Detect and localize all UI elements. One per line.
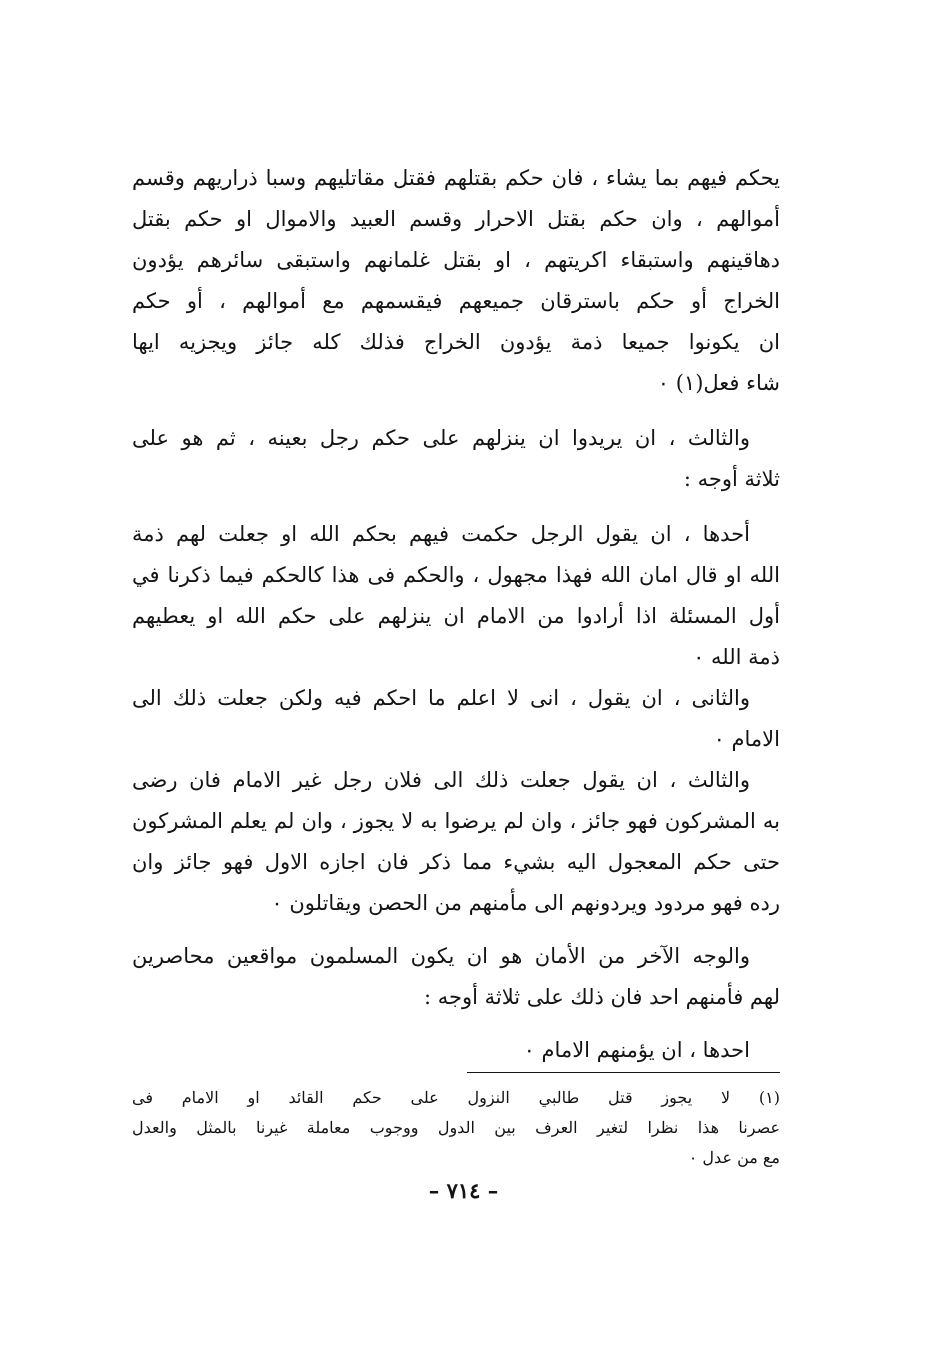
text-line: والثالث ، ان يقول جعلت ذلك الى فلان رجل غير الامام فان رضى xyxy=(132,768,750,792)
text-line: به المشركون فهو جائز ، وان لم يرضوا به لا يجوز ، وان لم يعلم المشركون xyxy=(132,809,780,833)
footnote-line: عصرنا هذا نظرا لتغير العرف بين الدول ووجوب معاملة غيرنا بالمثل والعدل xyxy=(132,1118,780,1137)
text-line: الله او قال امان الله فهذا مجهول ، والحكم فى هذا كالحكم فيما ذكرنا في xyxy=(132,563,780,587)
footnote-line: مع من عدل ٠ xyxy=(688,1148,780,1167)
text-line: دهاقينهم واستبقاء اكريتهم ، او بقتل غلمانهم واستبقى سائرهم يؤدون xyxy=(132,248,780,272)
text-line: يحكم فيهم بما يشاء ، فان حكم بقتلهم فقتل مقاتليهم وسبا ذراريهم وقسم xyxy=(132,166,780,190)
footnote-line: (١) لا يجوز قتل طالبي النزول على حكم القائد او الامام فى xyxy=(132,1088,780,1107)
text-line: حتى حكم المعجول اليه بشيء مما ذكر فان اجازه الاول فهو جائز وان xyxy=(132,850,780,874)
text-line: أموالهم ، وان حكم بقتل الاحرار وقسم العبيد والاموال او حكم بقتل xyxy=(132,207,780,231)
paragraph-7 xyxy=(132,1030,780,1071)
text-line: الخراج أو حكم باسترقان جميعهم فيقسمهم مع أموالهم ، أو حكم xyxy=(132,289,780,313)
paragraph-6 xyxy=(132,936,780,1018)
paragraph-4 xyxy=(132,678,780,760)
main-text xyxy=(132,158,780,1071)
paragraph-3 xyxy=(132,514,780,678)
text-line: لهم فأمنهم احد فان ذلك على ثلاثة أوجه : xyxy=(423,985,780,1009)
page-number: – ٧١٤ – xyxy=(428,1178,499,1203)
paragraph-5 xyxy=(132,760,780,924)
text-line: أحدها ، ان يقول الرجل حكمت فيهم بحكم الله او جعلت لهم ذمة xyxy=(132,522,750,546)
text-line: ثلاثة أوجه : xyxy=(683,467,780,491)
text-line: احدها ، ان يؤمنهم الامام ٠ xyxy=(523,1038,750,1062)
text-line: والثالث ، ان يريدوا ان ينزلهم على حكم رجل بعينه ، ثم هو على xyxy=(132,426,750,450)
text-line: الامام ٠ xyxy=(713,727,780,751)
text-line: ذمة الله ٠ xyxy=(693,645,780,669)
text-line: رده فهو مردود ويردونهم الى مأمنهم من الحصن ويقاتلون ٠ xyxy=(271,891,780,915)
footnote xyxy=(132,1083,780,1173)
text-line: والوجه الآخر من الأمان هو ان يكون المسلمون مواقعين محاصرين xyxy=(132,944,750,968)
footnote-separator xyxy=(467,1072,780,1073)
text-line: والثانى ، ان يقول ، انى لا اعلم ما احكم فيه ولكن جعلت ذلك الى xyxy=(132,686,750,710)
text-line: أول المسئلة اذا أرادوا من الامام ان ينزلهم على حكم الله او يعطيهم xyxy=(132,604,780,628)
text-line: ان يكونوا جميعا ذمة يؤدون الخراج فذلك كله جائز ويجزيه ايها xyxy=(132,330,780,354)
paragraph-1 xyxy=(132,158,780,404)
text-line: شاء فعل(١) ٠ xyxy=(657,371,780,395)
paragraph-2 xyxy=(132,418,780,500)
